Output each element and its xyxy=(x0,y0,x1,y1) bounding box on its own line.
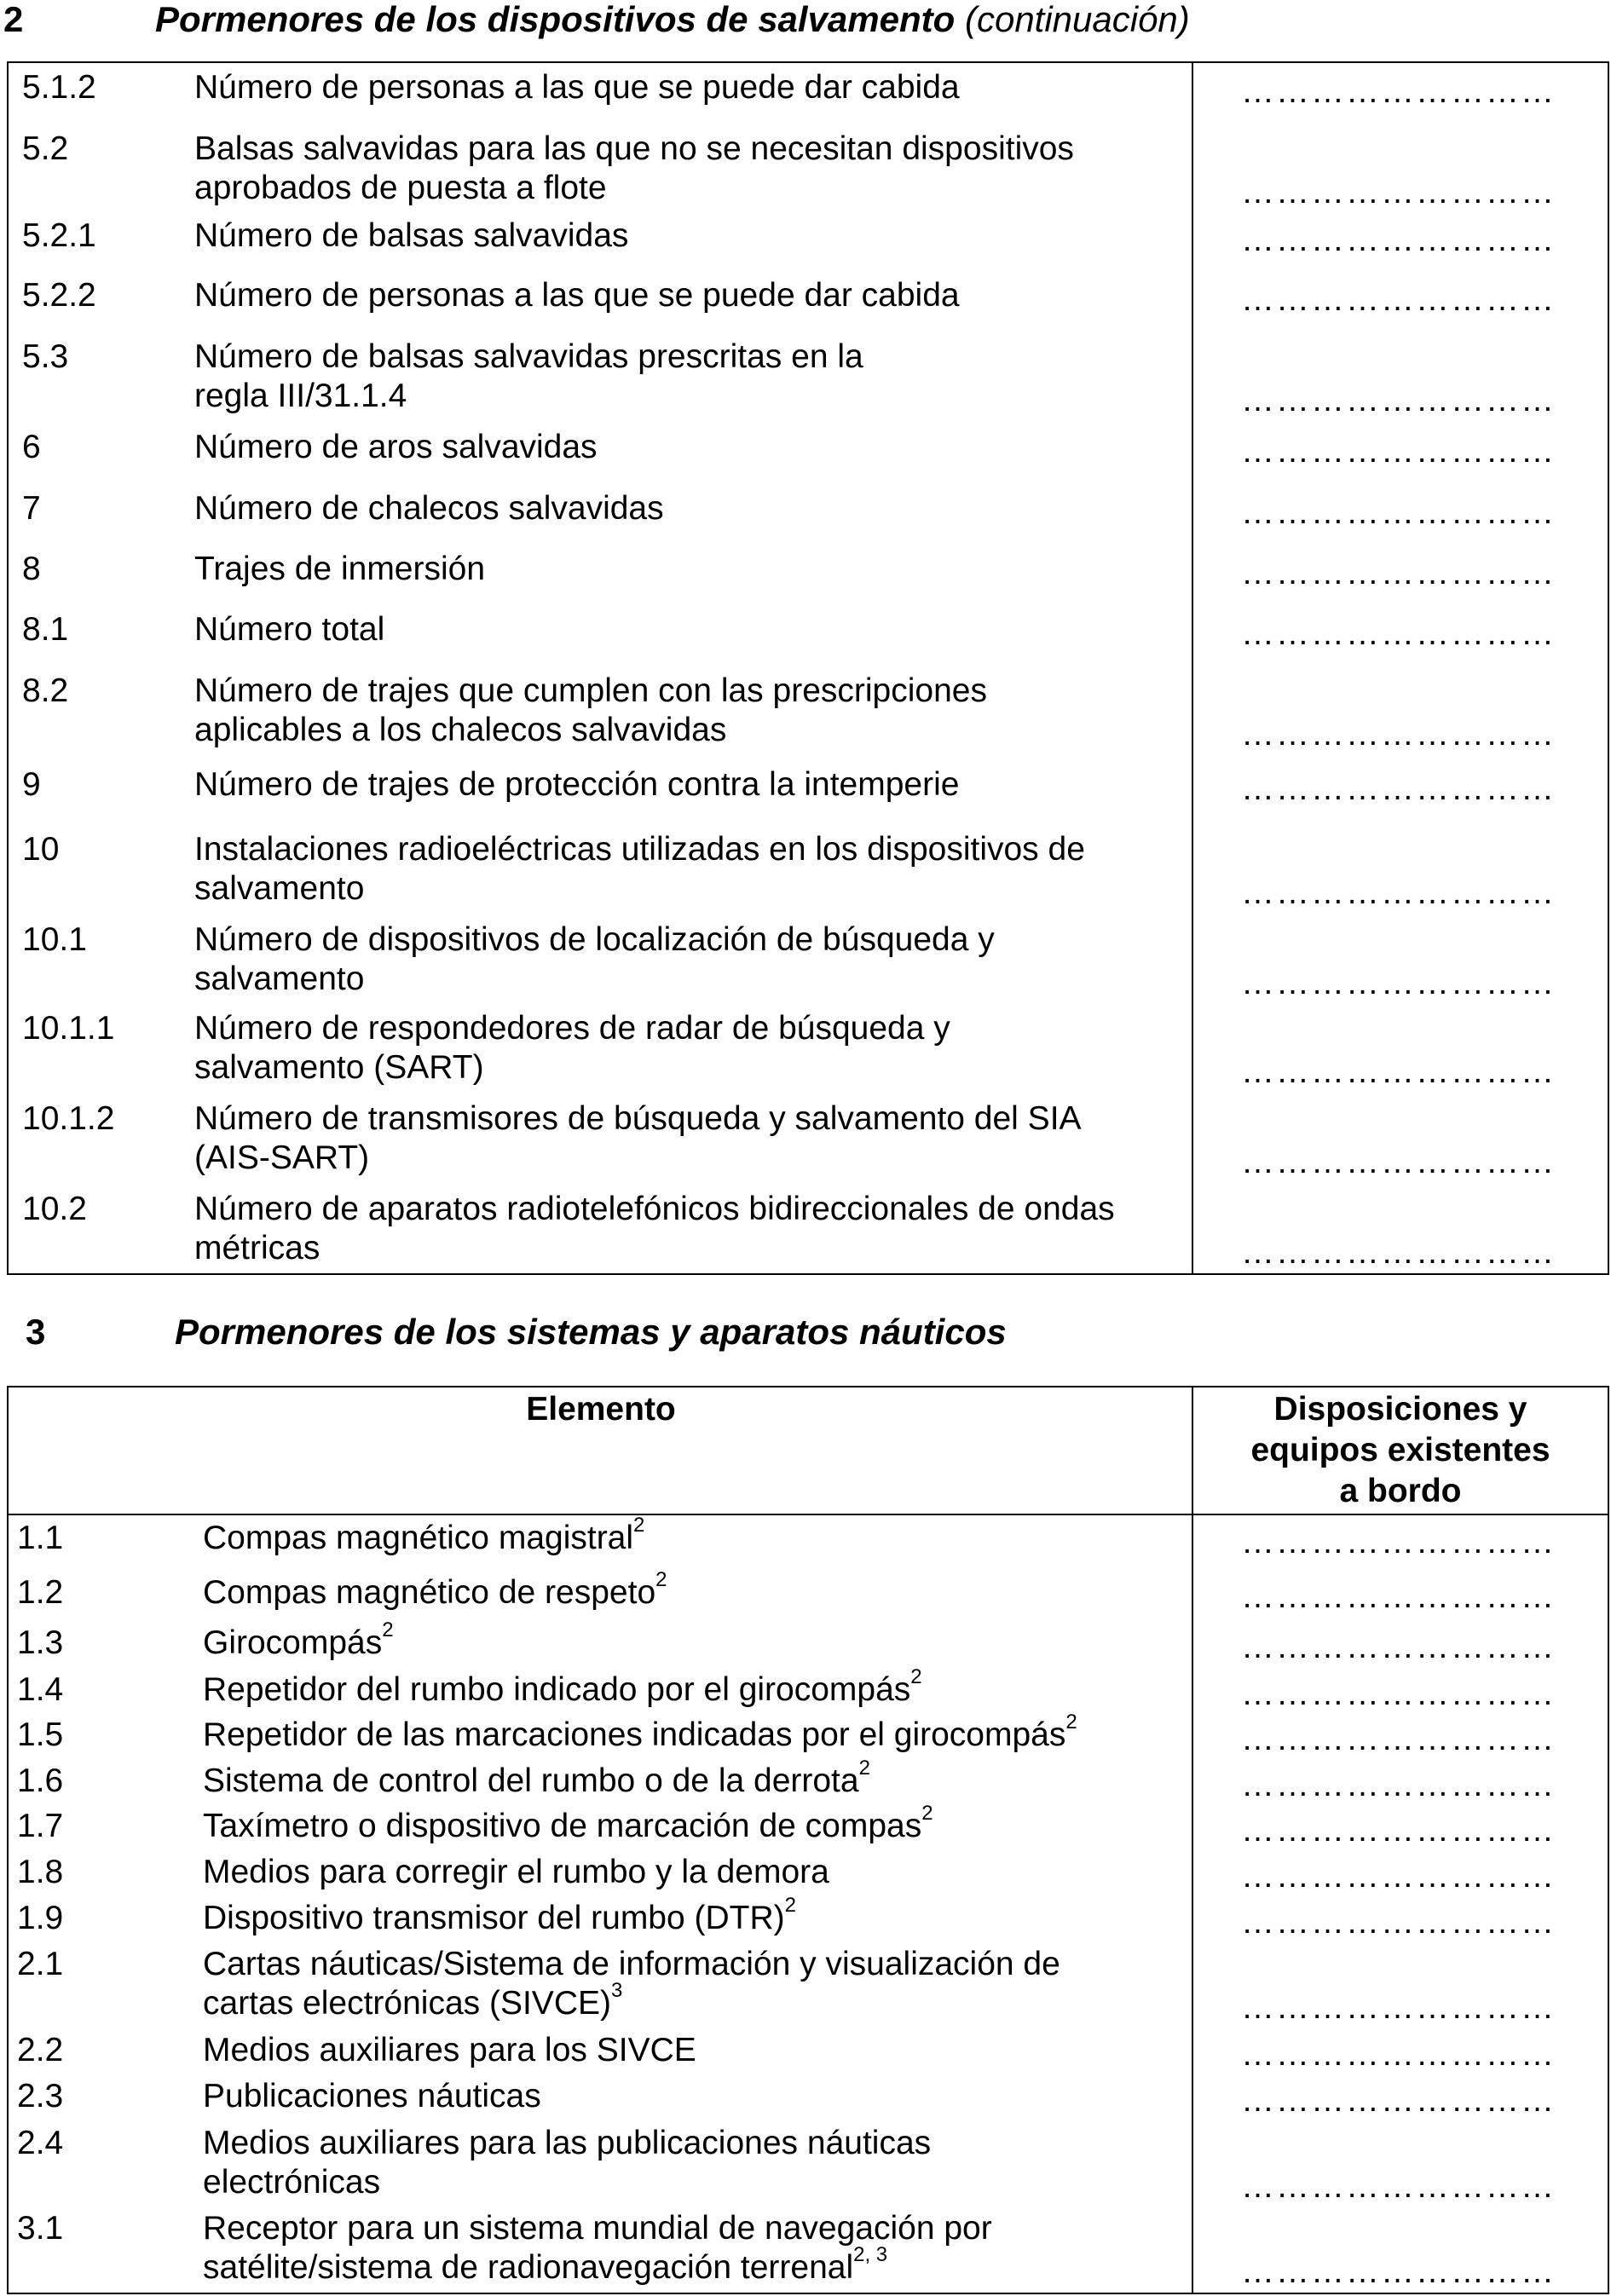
value-placeholder: ……………………… xyxy=(1241,1812,1556,1849)
row-description-line xyxy=(194,765,959,805)
row-number: 1.5 xyxy=(17,1716,64,1753)
row-number: 1.3 xyxy=(17,1624,64,1661)
row-description-text: Número de personas a las que se puede dar cabida xyxy=(194,69,960,106)
value-placeholder: ……………………… xyxy=(1241,1858,1556,1895)
value-placeholder: ……………………… xyxy=(1241,770,1556,807)
row-number: 1.1 xyxy=(17,1520,64,1556)
row-description-text: Repetidor de las marcaciones indicadas por el girocompás xyxy=(203,1716,1066,1753)
row-description-line xyxy=(203,1568,667,1612)
value-placeholder: ……………………… xyxy=(1241,222,1556,258)
row-number: 1.4 xyxy=(17,1671,64,1708)
value-placeholder: ……………………… xyxy=(1241,1234,1556,1271)
row-number: 10.1.2 xyxy=(22,1100,115,1137)
row-description-text: Número de trajes que cumplen con las prescripciones xyxy=(194,672,987,709)
value-placeholder: ……………………… xyxy=(1241,1767,1556,1803)
value-placeholder: ……………………… xyxy=(1241,716,1556,753)
row-description-text: Número de trajes de protección contra la intemperie xyxy=(194,766,960,803)
row-number: 5.1.2 xyxy=(22,69,96,106)
value-placeholder: ……………………… xyxy=(1241,874,1556,911)
row-number: 2.2 xyxy=(17,2032,64,2068)
row-description-line xyxy=(194,1139,369,1178)
value-placeholder: ……………………… xyxy=(1241,174,1556,211)
row-description-line xyxy=(194,377,407,416)
footnote-reference: 3 xyxy=(611,1979,623,2002)
row-description-text: salvamento xyxy=(194,961,365,997)
row-description-line xyxy=(194,276,960,315)
row-description-text: Trajes de inmersión xyxy=(194,551,486,587)
row-description-text: Número de personas a las que se puede dar cabida xyxy=(194,277,960,314)
value-placeholder: ……………………… xyxy=(1241,1629,1556,1665)
row-description-line xyxy=(203,1853,829,1892)
row-description-line xyxy=(194,960,364,999)
row-description-line xyxy=(203,1802,933,1846)
row-number: 10.1.1 xyxy=(22,1010,115,1047)
row-description-line xyxy=(194,711,726,750)
row-description-text: Dispositivo transmisor del rumbo (DTR) xyxy=(203,1900,785,1936)
row-number: 2.3 xyxy=(17,2078,64,2114)
row-description-text: Medios auxiliares para las publicaciones náuticas xyxy=(203,2125,932,2161)
row-description-line xyxy=(194,869,364,909)
value-placeholder: ……………………… xyxy=(1241,1524,1556,1560)
row-description-line xyxy=(203,1618,394,1663)
row-description-line xyxy=(194,337,863,377)
value-placeholder: ……………………… xyxy=(1241,382,1556,418)
value-placeholder: ……………………… xyxy=(1241,2168,1556,2205)
row-description-line xyxy=(203,1757,870,1801)
row-description-text: Balsas salvavidas para las que no se necesitan dispositivos xyxy=(194,130,1074,167)
column-header-provisions-line: a bordo xyxy=(1339,1473,1462,1509)
footnote-reference: 2 xyxy=(655,1568,667,1591)
row-description-text: Número de chalecos salvavidas xyxy=(194,490,664,527)
row-description-line xyxy=(194,1190,1115,1229)
column-header-provisions-line: Disposiciones y xyxy=(1273,1391,1527,1428)
row-description-line xyxy=(194,550,485,589)
row-description-line xyxy=(194,1009,950,1048)
value-placeholder: ……………………… xyxy=(1241,2253,1556,2290)
row-description-text: aprobados de puesta a flote xyxy=(194,170,607,206)
row-description-text: Receptor para un sistema mundial de navegación por xyxy=(203,2210,992,2247)
value-placeholder: ……………………… xyxy=(1241,555,1556,591)
row-description-text: Compas magnético de respeto xyxy=(203,1574,656,1611)
row-description-text: regla III/31.1.4 xyxy=(194,378,407,414)
row-description-line xyxy=(194,1048,484,1087)
row-description-text: Número de transmisores de búsqueda y salvamento del SIA xyxy=(194,1100,1082,1137)
value-placeholder: ……………………… xyxy=(1241,2082,1556,2119)
row-description-line xyxy=(203,1710,1077,1755)
row-description-line xyxy=(203,2243,888,2287)
row-description-text: Sistema de control del rumbo o de la derrota xyxy=(203,1762,859,1799)
continuation-label: (continuación) xyxy=(964,0,1190,39)
footnote-reference: 2 xyxy=(1065,1710,1077,1734)
row-number: 1.9 xyxy=(17,1900,64,1936)
row-description-line xyxy=(194,169,607,208)
row-description-text: Compas magnético magistral xyxy=(203,1520,634,1556)
row-number: 5.2.2 xyxy=(22,277,96,314)
row-description-text: Publicaciones náuticas xyxy=(203,2078,541,2114)
footnote-reference: 2 xyxy=(921,1802,933,1825)
section-3-heading xyxy=(26,1314,1219,1352)
row-description-line xyxy=(194,830,1085,869)
row-description-text: Cartas náuticas/Sistema de información y visualización de xyxy=(203,1946,1060,1982)
row-description-text: Medios para corregir el rumbo y la demora xyxy=(203,1854,829,1890)
row-description-line xyxy=(194,68,960,107)
value-placeholder: ……………………… xyxy=(1241,1676,1556,1712)
value-placeholder: ……………………… xyxy=(1241,433,1556,470)
row-number: 1.7 xyxy=(17,1808,64,1844)
row-number: 5.2 xyxy=(22,130,69,167)
row-description-text: Número de aros salvavidas xyxy=(194,429,598,465)
value-placeholder: ……………………… xyxy=(1241,494,1556,531)
row-description-text: electrónicas xyxy=(203,2164,381,2201)
row-description-line xyxy=(203,2163,380,2202)
row-number: 9 xyxy=(22,766,41,803)
row-number: 10 xyxy=(22,831,60,868)
section-2-column-divider xyxy=(1192,61,1193,1275)
row-description-text: Medios auxiliares para los SIVCE xyxy=(203,2032,696,2068)
row-description-line xyxy=(194,428,598,467)
row-description-text: métricas xyxy=(194,1230,320,1266)
row-description-text: Repetidor del rumbo indicado por el girocompás xyxy=(203,1671,911,1708)
row-description-text: Número total xyxy=(194,611,385,648)
section-number: 3 xyxy=(26,1312,46,1352)
row-description-line xyxy=(194,672,987,711)
value-placeholder: ……………………… xyxy=(1241,965,1556,1001)
row-number: 3.1 xyxy=(17,2210,64,2247)
row-description-line xyxy=(203,1514,645,1558)
value-placeholder: ……………………… xyxy=(1241,1578,1556,1615)
row-description-line xyxy=(194,216,628,256)
footnote-reference: 2 xyxy=(858,1757,870,1780)
row-description-line xyxy=(194,920,995,960)
row-number: 8.1 xyxy=(22,611,69,648)
column-header-provisions xyxy=(1193,1389,1608,1512)
row-description-line xyxy=(203,1894,797,1938)
value-placeholder: ……………………… xyxy=(1241,281,1556,318)
footnote-reference: 2 xyxy=(633,1514,645,1537)
row-description-line xyxy=(194,1099,1082,1139)
row-description-text: Número de balsas salvavidas xyxy=(194,217,629,254)
row-description-text: Instalaciones radioeléctricas utilizadas en los dispositivos de xyxy=(194,831,1085,868)
footnote-reference: 2, 3 xyxy=(853,2243,888,2266)
column-header-provisions-line: equipos existentes xyxy=(1250,1432,1550,1468)
value-placeholder: ……………………… xyxy=(1241,1053,1556,1090)
section-number: 2 xyxy=(3,0,24,39)
section-2-heading xyxy=(3,2,1282,39)
row-number: 5.2.1 xyxy=(22,217,96,254)
row-description-line xyxy=(194,610,384,649)
row-number: 2.1 xyxy=(17,1946,64,1982)
footnote-reference: 2 xyxy=(910,1665,922,1688)
row-description-text: Número de dispositivos de localización de búsqueda y xyxy=(194,921,995,958)
row-number: 8 xyxy=(22,551,41,587)
row-description-text: aplicables a los chalecos salvavidas xyxy=(194,712,727,748)
value-placeholder: ……………………… xyxy=(1241,1989,1556,2026)
row-number: 5.3 xyxy=(22,338,69,375)
row-description-line xyxy=(203,1945,1060,1984)
row-number: 1.6 xyxy=(17,1762,64,1799)
row-description-text: satélite/sistema de radionavegación terrenal xyxy=(203,2249,854,2286)
footnote-reference: 2 xyxy=(382,1618,394,1641)
row-number: 1.8 xyxy=(17,1854,64,1890)
section-3-header-divider xyxy=(7,1514,1609,1515)
row-number: 6 xyxy=(22,429,41,465)
row-description-line xyxy=(203,2077,541,2116)
value-placeholder: ……………………… xyxy=(1241,2036,1556,2073)
row-description-line xyxy=(194,130,1074,169)
value-placeholder: ……………………… xyxy=(1241,1144,1556,1180)
row-description-text: salvamento (SART) xyxy=(194,1049,484,1086)
row-description-line xyxy=(194,1229,320,1268)
value-placeholder: ……………………… xyxy=(1241,615,1556,652)
section-title: Pormenores de los sistemas y aparatos náuticos xyxy=(175,1312,1007,1352)
value-placeholder: ……………………… xyxy=(1241,1721,1556,1757)
row-number: 10.1 xyxy=(22,921,87,958)
value-placeholder: ……………………… xyxy=(1241,73,1556,110)
row-number: 2.4 xyxy=(17,2125,64,2161)
footnote-reference: 2 xyxy=(784,1894,797,1917)
section-title xyxy=(155,2,1190,37)
row-number: 1.2 xyxy=(17,1574,64,1611)
row-number: 8.2 xyxy=(22,672,69,709)
row-description-text: Número de aparatos radiotelefónicos bidireccionales de ondas xyxy=(194,1191,1115,1227)
row-description-line xyxy=(203,2031,696,2070)
value-placeholder: ……………………… xyxy=(1241,1904,1556,1941)
row-description-text: Girocompás xyxy=(203,1624,383,1661)
column-header-element: Elemento xyxy=(526,1391,676,1428)
row-description-text: Taxímetro o dispositivo de marcación de compas xyxy=(203,1808,922,1844)
row-description-line xyxy=(194,489,664,528)
row-description-text: Número de balsas salvavidas prescritas en la xyxy=(194,338,863,375)
row-description-line xyxy=(203,1979,623,2023)
row-description-text: cartas electrónicas (SIVCE) xyxy=(203,1985,611,2022)
section-title-text: Pormenores de los dispositivos de salvamento xyxy=(155,0,956,39)
row-description-line xyxy=(203,1665,922,1710)
row-number: 10.2 xyxy=(22,1191,87,1227)
row-description-text: (AIS-SART) xyxy=(194,1139,370,1176)
section-3-column-divider xyxy=(1192,1386,1193,2294)
row-description-text: salvamento xyxy=(194,870,365,907)
row-number: 7 xyxy=(22,490,41,527)
row-description-text: Número de respondedores de radar de búsqueda y xyxy=(194,1010,950,1047)
row-description-line xyxy=(203,2124,931,2163)
